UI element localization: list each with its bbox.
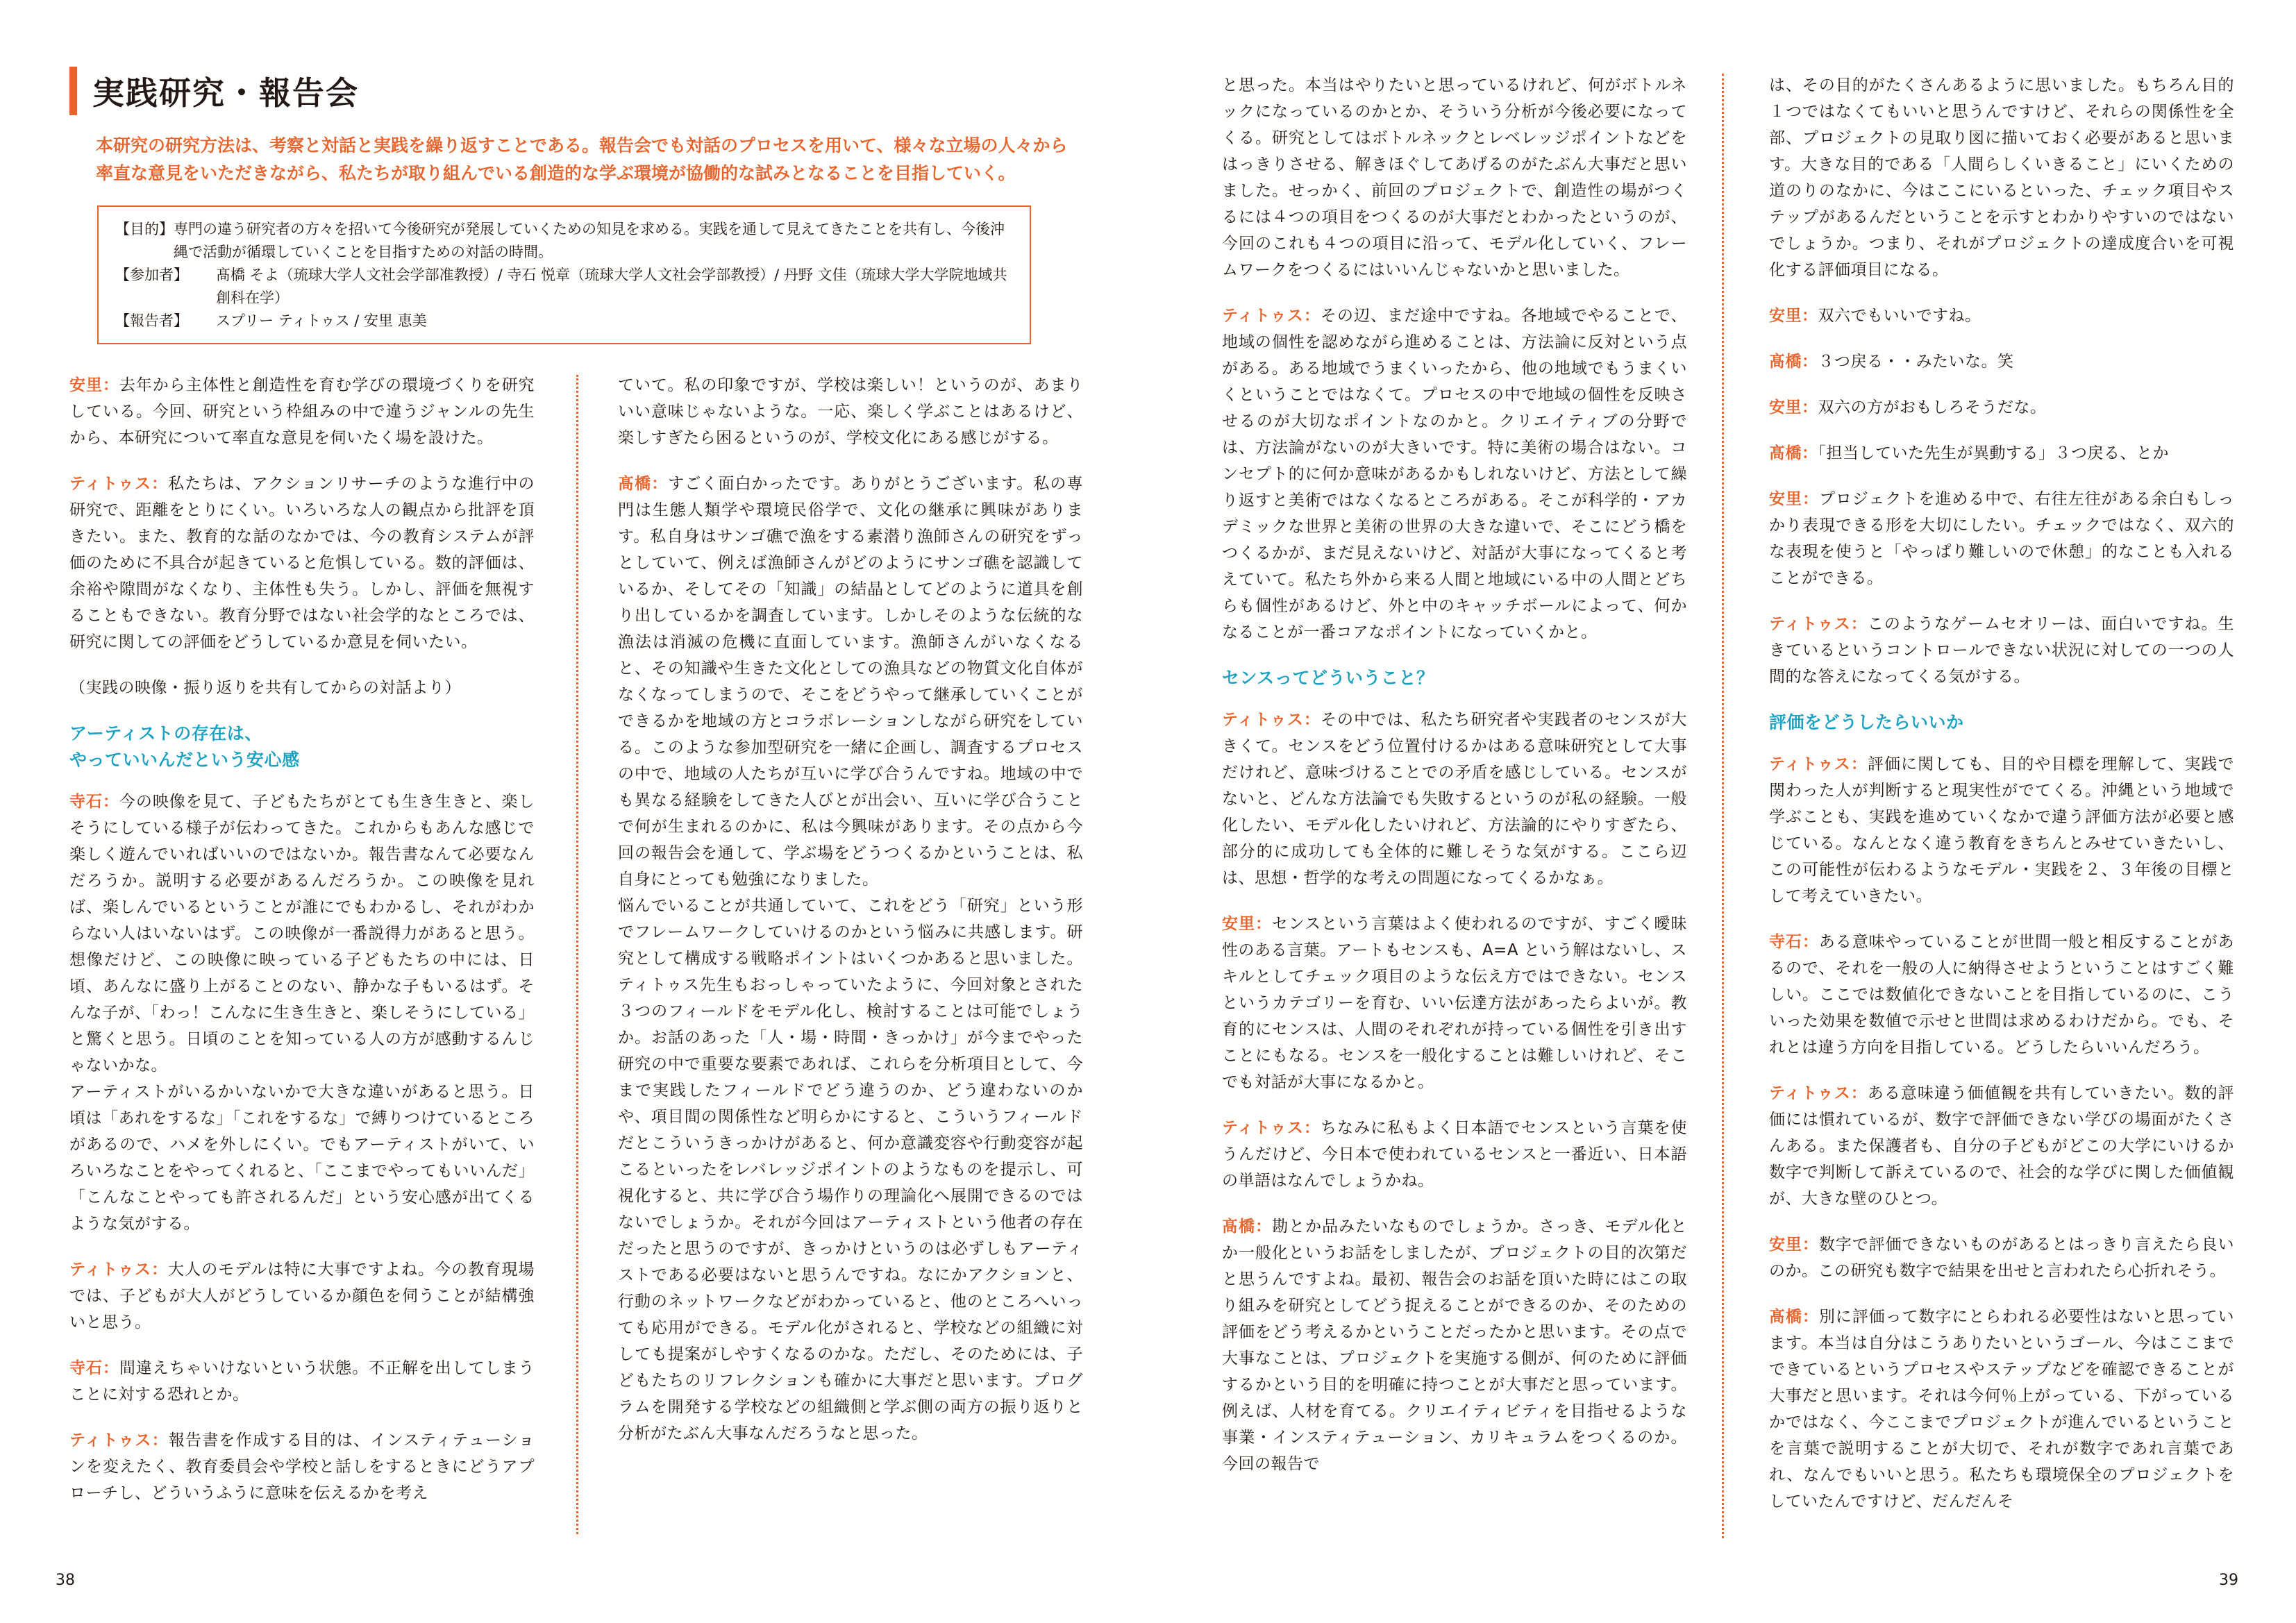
section-heading: 評価をどうしたらいいか [1769,712,1964,732]
speaker-name: 髙橋： [1222,1218,1273,1236]
dialogue-paragraph [1769,72,2234,283]
page-number-right: 39 [2219,1572,2238,1589]
info-reporters [115,310,1013,333]
section-heading: アーティストの存在は、 やっていいんだという安心感 [69,723,300,770]
dialogue-paragraph [1769,303,2234,329]
dialogue-paragraph [618,372,1083,451]
dialogue-text: 私たちは、アクションリサーチのような進行中の研究で、距離をとりにくい。いろいろな人の観点から批評を頂きたい。また、教育的な話のなかでは、今の教育システムが評価のために不具合が起きていると危惧している。数的評価は、余裕や隙間がなくなり、主体性も失う。しかし、評価を無視することもできない。教育分野ではない社会学的なところでは、研究に関しての評価をどうしているか意見を伺いたい。 [69,475,535,651]
text-column-3 [1222,72,1687,1497]
dialogue-paragraph [69,1355,535,1408]
speaker-name: 髙橋： [1769,1308,1819,1326]
speaker-name: ティトゥス： [69,1431,169,1449]
speaker-name: ティトゥス： [1769,615,1868,633]
dialogue-paragraph [69,1427,535,1506]
speaker-name: 寺石： [69,1359,119,1377]
dialogue-paragraph [1222,303,1687,646]
dialogue-text: ３つ戻る・・みたいな。笑 [1818,353,2014,371]
speaker-name: 安里： [1769,307,1818,325]
speaker-name: ティトゥス： [69,475,169,493]
speaker-name: 髙橋： [1769,353,1818,371]
dialogue-text: 去年から主体性と創造性を育む学びの環境づくりを研究している。今回、研究という枠組みの中で違うジャンルの先生から、本研究について率直な意見を伺いたく場を設けた。 [69,376,535,447]
speaker-name: ティトゥス： [1769,755,1868,773]
column-divider-left [576,375,578,1534]
info-participants-label: 【参加者】 [115,267,188,283]
dialogue-paragraph [69,372,535,451]
speaker-name: 安里： [1769,1236,1819,1254]
speaker-name: 髙橋： [618,475,669,493]
speaker-name: 安里： [1769,490,1819,508]
speaker-name: ティトゥス： [1222,307,1321,325]
info-reporters-label: 【報告者】 [115,312,188,329]
dialogue-text: 勘とか品みたいなものでしょうか。さっき、モデル化とか一般化というお話をしましたが、プロジェクトの目的次第だと思うんですよね。最初、報告会のお話を頂いた時にはこの取り組みを研究としてどう捉えることができるのか、そのための評価をどう考えるかということだったかと思います。その点で大事なことは、プロジェクトを実施する側が、何のために評価するかという目的を明確に持つことが大事だと思っています。例えば、人材を育てる。クリエイティビティを目指せるような事業・インスティテューション、カリキュラムをつくるのか。今回の報告で [1222,1218,1687,1473]
page-title: 実践研究・報告会 [92,74,359,112]
dialogue-text: は、その目的がたくさんあるように思いました。もちろん目的１つではなくてもいいと思うんですけど、それらの関係性を全部、プロジェクトの見取り図に描いておく必要があると思います。大きな目的である「人間らしくいきること」にいくための道のりのなかに、今はここにいるといった、チェック項目やステップがあるんだということを示すとわかりやすいのではないでしょうか。つまり、それがプロジェクトの達成度合いを可視化する評価項目になる。 [1769,76,2235,279]
info-purpose [115,218,1013,264]
speaker-name: ティトゥス： [1222,711,1321,729]
dialogue-text: 「担当していた先生が異動する」３つ戻る、とか [1818,444,2169,462]
dialogue-text: 双六でもいいですね。 [1818,307,1981,325]
speaker-name: ティトゥス： [69,1261,169,1279]
info-participants [115,264,1013,310]
title-block [69,67,359,115]
dialogue-paragraph [69,1256,535,1336]
dialogue-text: ある意味違う価値観を共有していきたい。数的評価には慣れているが、数字で評価できない学びの場面がたくさんある。また保護者も、自分の子どもがどこの大学にいけるか数字で判断して訴えているので、社会的な学びに関した価値観が、大きな壁のひとつ。 [1769,1084,2235,1208]
dialogue-paragraph [1222,72,1687,283]
dialogue-paragraph [1769,348,2234,375]
dialogue-text: と思った。本当はやりたいと思っているけれど、何がボトルネックになっているのかとか、そういう分析が今後必要になってくる。研究としてはボトルネックとレベレッジポイントなどをはっきりさせる、解きほぐしてあげるのがたぶん大事だと思いました。せっかく、前回のプロジェクトで、創造性の場がつくるには４つの項目をつくるのが大事だとわかったというのが、今回のこれも４つの項目に沿って、モデル化していく、フレームワークをつくるにはいいんじゃないかと思いました。 [1222,76,1687,279]
dialogue-paragraph [1222,707,1687,891]
dialogue-text: 数字で評価できないものがあるとはっきり言えたら良いのか。この研究も数字で結果を出せと言われたら心折れそう。 [1769,1236,2235,1280]
dialogue-paragraph [1769,1304,2234,1515]
dialogue-paragraph [69,471,535,655]
dialogue-paragraph [1769,751,2234,909]
info-purpose-text: 専門の違う研究者の方々を招いて今後研究が発展していくための知見を求める。実践を通して見えてきたことを共有し、今後沖縄で活動が循環していくことを目指すための対話の時間。 [174,221,1005,260]
dialogue-paragraph [1769,1080,2234,1212]
speaker-name: ティトゥス： [1222,1119,1321,1137]
dialogue-text: 今の映像を見て、子どもたちがとても生き生きと、楽しそうにしている様子が伝わってきた。これからもあんな感じで楽しく遊んでいればいいのではないか。報告書なんて必要なんだろうか。説明する必要があるんだろうか。この映像を見れば、楽しんでいるということが誰にでもわかるし、それがわからない人はいないはず。この映像が一番説得力があると思う。想像だけど、この映像に映っている子どもたちの中には、日頃、あんなに盛り上がることのない、静かな子もいるはず。そんな子が、「わっ！こんなに生き生きと、楽しそうにしている」と驚くと思う。日頃のことを知っている人の方が感動するんじゃないかな。 アーティストがいるかいないかで大きな違いがあると思う。日頃は「あれをするな」「これをするな」で縛りつけているところがあるので、ハメを外しにくい。でもアーティストがいて、いろいろなことをやってくれると、「ここまでやってもいいんだ」「こんなことやっても許されるんだ」という安心感が出てくるような気がする。 [69,793,535,1233]
dialogue-text: 双六の方がおもしろそうだな。 [1818,398,2047,417]
dialogue-paragraph [1769,611,2234,690]
dialogue-text: （実践の映像・振り返りを共有してからの対話より） [69,679,461,697]
column-divider-right [1722,74,1724,1538]
dialogue-text: その中では、私たち研究者や実践者のセンスが大きくて。センスをどう位置付けるかはある意味研究として大事だけれど、意味づけることでの矛盾を感じしている。センスがないと、どんな方法論でも失敗するというのが私の経験。一般化したい、モデル化したいけれど、方法論的にやりすぎたら、部分的に成功しても全体的に難しそうな気がする。ここら辺は、思想・哲学的な考えの問題になってくるかなぁ。 [1222,711,1688,887]
speaker-name: ティトゥス： [1769,1084,1868,1102]
dialogue-text: すごく面白かったです。ありがとうございます。私の専門は生態人類学や環境民俗学で、文化の継承に興味があります。私自身はサンゴ礁で漁をする素潜り漁師さんの研究をずっとしていて、例えば漁師さんがどのようにサンゴ礁を認識しているか、そしてその「知識」の結晶としてどのように道具を創り出しているかを調査しています。しかしそのような伝統的な漁法は消滅の危機に直面しています。漁師さんがいなくなると、その知識や生きた文化としての漁具などの物質文化自体がなくなってしまうので、そこをどうやって継承していくことができるかを地域の方とコラボレーションしながら研究をしている。このような参加型研究を一緒に企画し、調査するプロセスの中で、地域の人たちが互いに学び合うんですね。地域の中でも異なる経験をしてきた人びとが出会い、互いに学び合うことで何が生まれるのかに、私は今興味があります。その点から今回の報告会を通して、学ぶ場をどうつくるかということは、私自身にとっても勉強になりました。 悩んでいることが共通していて、これをどう「研究」という形でフレームワークしていけるのかという悩みに共感します。研究として構成する戦略ポイントはいくつかあると思いました。ティトゥス先生もおっしゃっていたように、今回対象とされた３つのフィールドをモデル化し、検討することは可能でしょうか。お話のあった「人・場・時間・きっかけ」が今までやった研究の中で重要な要素であれば、これらを分析項目として、今まで実践したフィールドでどう違うのか、どう違わないのかや、項目間の関係性など明らかにすると、こういうフィールドだとこういうきっかけがあると、何か意識変容や行動変容が起こるといったをレバレッジポイントのようなものを提示し、可視化すると、共に学び合う場作りの理論化へ展開できるのではないでしょうか。それが今回はアーティストという他者の存在だったと思うのですが、きっかけというのは必ずしもアーティストである必要はないと思うんですね。なにかアクションと、行動のネットワークなどがわかっていると、他のところへいっても応用ができる。モデル化がされると、学校などの組織に対しても提案がしやすくなるのかな。ただし、そのためには、子どもたちのリフレクションも確かに大事だと思います。プログラムを開発する学校などの組織側と学ぶ側の両方の振り返りと分析がたぶん大事なんだろうなと思った。 [618,475,1084,1443]
dialogue-text: 別に評価って数字にとらわれる必要性はないと思っています。本当は自分はこうありたいというゴール、今はここまでできているというプロセスやステップなどを確認できることが大事だと思います。それは今何％上がっている、下がっているかではなく、今ここまでプロジェクトが進んでいるということを言葉で説明することが大切で、それが数字であれ言葉であれ、なんでもいいと思う。私たちも環境保全のプロジェクトをしていたんですけど、だんだんそ [1769,1308,2235,1511]
dialogue-text: 大人のモデルは特に大事ですよね。今の教育現場では、子どもが大人がどうしているか顔色を伺うことが結構強いと思う。 [69,1261,535,1331]
speaker-name: 安里： [1222,915,1272,933]
info-box [97,205,1031,344]
info-participants-text: 髙橋 そよ（琉球大学人文社会学部准教授）/ 寺石 悦章（琉球大学人文社会学部教授）/ 丹野 文佳（琉球大学大学院地域共創科在学） [216,267,1007,306]
dialogue-text: 報告書を作成する目的は、インスティテューションを変えたく、教育委員会や学校と話しをするときにどうアプローチし、どういうふうに意味を伝えるかを考え [69,1431,535,1502]
text-column-2 [618,372,1083,1466]
dialogue-paragraph [1222,1213,1687,1477]
page-number-left: 38 [56,1572,75,1589]
dialogue-paragraph [1222,911,1687,1095]
speaker-name: 安里： [69,376,119,394]
info-purpose-label: 【目的】 [115,221,174,237]
dialogue-paragraph [1769,929,2234,1061]
dialogue-text: 間違えちゃいけないという状態。不正解を出してしまうことに対する恐れとか。 [69,1359,535,1404]
dialogue-text: プロジェクトを進める中で、右往左往がある余白もしっかり表現できる形を大切にしたい。チェックではなく、双六的な表現を使うと「やっぱり難しいので休憩」的なことも入れることができる。 [1769,490,2234,587]
speaker-name: 寺石： [69,793,119,811]
dialogue-text: ある意味やっていることが世間一般と相反することがあるので、それを一般の人に納得させようということはすごく難しい。ここでは数値化できないことを目指しているのに、こういった効果を数値で示せと世間は求めるわけだから。でも、それとは違う方向を目指している。どうしたらいいんだろう。 [1769,933,2235,1057]
dialogue-text: その辺、まだ途中ですね。各地域でやることで、地域の個性を認めながら進めることは、方法論に反対という点がある。ある地域でうまくいったから、他の地域でもうまくいくということではなくて。プロセスの中で地域の個性を反映させるのが大切なポイントなのかと。クリエイティブの分野では、方法論がないのが大きいです。特に美術の場合はない。コンセプト的に何か意味があるかもしれないけど、方法として繰り返すと美術ではなくなるところがある。そこが科学的・アカデミックな世界と美術の世界の大きな違いで、そこにどう橋をつくるかが、まだ見えないけど、対話が大事になってくると考えていて。私たち外から来る人間と地域にいる中の人間とどちらも個性があるけど、外と中のキャッチボールによって、何かなることが一番コアなポイントになっていくかと。 [1222,307,1687,641]
dialogue-paragraph [618,471,1083,1447]
dialogue-text: ていて。私の印象ですが、学校は楽しい！というのが、あまりいい意味じゃないような。一応、楽しく学ぶことはあるけど、楽しすぎたら困るというのが、学校文化にある感じがする。 [618,376,1083,447]
dialogue-paragraph [69,789,535,1237]
dialogue-text: ちなみに私もよく日本語でセンスという言葉を使うんだけど、今日本で使われているセンスと一番近い、日本語の単語はなんでしょうかね。 [1222,1119,1688,1190]
dialogue-text: センスという言葉はよく使われるのですが、すごく曖昧性のある言葉。アートもセンスも、A=A という解はないし、スキルとしてチェック項目のような伝え方ではできない。センスというカテゴリーを育む、いい伝達方法があったらよいが。教育的にセンスは、人間のそれぞれが持っている個性を引き出すことにもなる。センスを一般化することは難しいけれど、そこでも対話が大事になるかと。 [1222,915,1688,1091]
dialogue-text: このようなゲームセオリーは、面白いですね。生きているというコントロールできない状況に対しての一つの人間的な答えになってくる気がする。 [1769,615,2235,686]
lead-paragraph: 本研究の研究方法は、考察と対話と実践を繰り返すことである。報告会でも対話のプロセスを用いて、様々な立場の人々から率直な意見をいただきながら、私たちが取り組んでいる創造的な学ぶ環境が協働的な試みとなることを目指していく。 [96,135,1068,183]
title-accent-bar [69,67,77,115]
dialogue-paragraph [1222,1115,1687,1194]
speaker-name: 髙橋： [1769,444,1818,462]
dialogue-text: 評価に関しても、目的や目標を理解して、実践で関わった人が判断すると現実性がでてくる。沖縄という地域で学ぶことも、実践を進めていくなかで違う評価方法が必要と感じている。なんとなく違う教育をきちんとみせていきたいし、この可能性が伝わるようなモデル・実践を２、３年後の目標として考えていきたい。 [1769,755,2234,905]
dialogue-paragraph [1769,1231,2234,1284]
speaker-name: 安里： [1769,398,1818,417]
info-reporters-text: スプリー ティトゥス / 安里 恵美 [216,312,427,329]
text-column-1 [69,372,535,1526]
speaker-name: 寺石： [1769,933,1819,951]
dialogue-paragraph [69,675,535,701]
section-heading: センスってどういうこと？ [1222,668,1434,688]
dialogue-paragraph [1769,486,2234,591]
dialogue-paragraph [1769,440,2234,466]
text-column-4 [1769,72,2234,1534]
dialogue-paragraph [1769,394,2234,421]
